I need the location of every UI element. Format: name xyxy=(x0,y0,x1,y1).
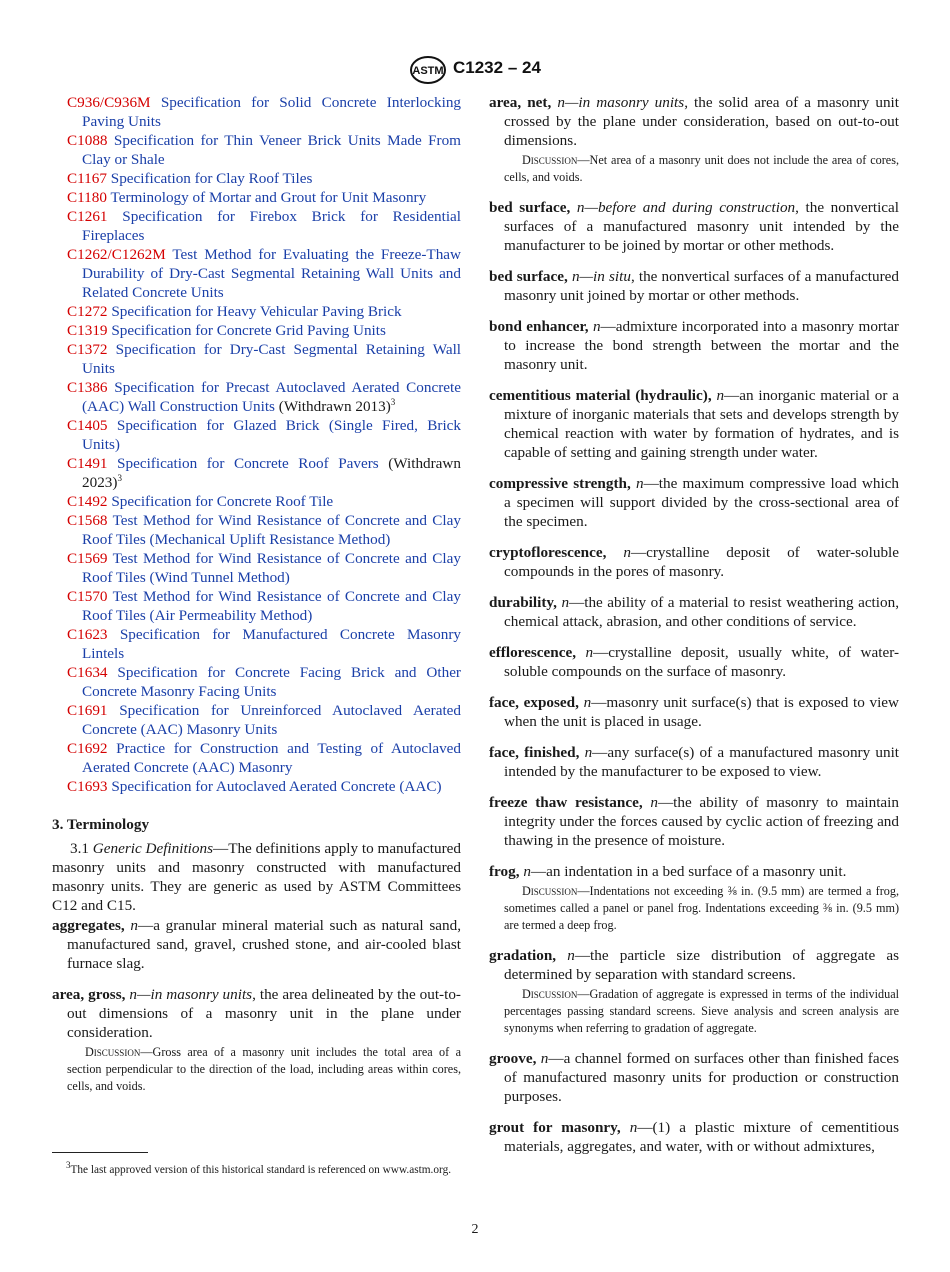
definition-text: , the solid area of a masonry unit crossed by the plane under consideration, based on out-to-out dimensions. xyxy=(504,94,899,149)
discussion-label: Discussion xyxy=(522,153,578,167)
reference-item xyxy=(52,416,461,454)
reference-title[interactable]: Specification for Clay Roof Tiles xyxy=(110,170,313,187)
definition-text: —an inorganic material or a mixture of inorganic materials that sets and develops strength by chemical reaction with water by formation of hydrates, and is capable of setting and gaining strength under water. xyxy=(504,387,900,461)
definition-entry xyxy=(489,317,899,374)
discussion-text: —Indentations not exceeding ⅜ in. (9.5 mm) are termed a frog, sometimes called a panel or panel frog. Indentations exceeding ⅜ in. (9.5 mm) are termed a deep frog. xyxy=(504,884,899,932)
reference-title[interactable]: Specification for Unreinforced Autoclaved Aerated Concrete (AAC) Masonry Units xyxy=(82,702,462,738)
reference-title[interactable]: Specification for Glazed Brick (Single Fired, Brick Units) xyxy=(82,417,462,453)
definition-entry xyxy=(489,198,899,255)
definition-entry xyxy=(489,1049,899,1106)
discussion-label: Discussion xyxy=(522,987,578,1001)
reference-code[interactable]: C1088 xyxy=(67,132,108,149)
part-of-speech: n xyxy=(129,986,137,1003)
definition-entry xyxy=(489,593,899,631)
definition-term: gradation, xyxy=(489,947,557,964)
definition-text: —masonry unit surface(s) that is exposed to view when the unit is placed in usage. xyxy=(504,694,900,730)
reference-item xyxy=(52,492,461,511)
part-of-speech: n xyxy=(585,644,594,661)
definition-entry xyxy=(489,386,899,462)
definition-term: cementitious material (hydraulic), xyxy=(489,387,712,404)
definition-term: area, gross, xyxy=(52,986,126,1003)
reference-title[interactable]: Specification for Precast Autoclaved Aerated Concrete (AAC) Wall Construction Units xyxy=(82,379,461,415)
definition-text: —admixture incorporated into a masonry mortar to increase the bond strength between the mortar and the masonry unit. xyxy=(504,318,899,373)
reference-title[interactable]: Practice for Construction and Testing of Autoclaved Aerated Concrete (AAC) Masonry xyxy=(82,740,461,776)
definition-term: cryptoflorescence, xyxy=(489,544,607,561)
reference-code[interactable]: C1405 xyxy=(67,417,108,434)
reference-code[interactable]: C1492 xyxy=(67,493,108,510)
reference-item xyxy=(52,321,461,340)
definition-term: face, finished, xyxy=(489,744,580,761)
section-heading: 3. Terminology xyxy=(52,816,150,833)
discussion-text: —Gross area of a masonry unit includes the total area of a section perpendicular to the direction of the load, including areas within cores, cells, and voids. xyxy=(67,1045,461,1093)
reference-code[interactable]: C1623 xyxy=(67,626,108,643)
discussion-label: Discussion xyxy=(522,884,578,898)
reference-item xyxy=(52,302,461,321)
reference-item xyxy=(52,340,461,378)
definition-term: groove, xyxy=(489,1050,537,1067)
part-of-speech: n xyxy=(650,794,658,811)
definition-entry xyxy=(52,985,461,1042)
definition-text: —the particle size distribution of aggregate as determined by separation with standard screens. xyxy=(504,947,900,983)
left-column xyxy=(52,93,461,1107)
part-of-speech: n xyxy=(561,594,570,611)
reference-item xyxy=(52,701,461,739)
reference-code[interactable]: C1692 xyxy=(67,740,108,757)
reference-title[interactable]: Test Method for Wind Resistance of Concrete and Clay Roof Tiles (Mechanical Uplift Resistance Method) xyxy=(82,512,461,548)
part-of-speech: n xyxy=(571,268,580,285)
definitions-left xyxy=(52,916,461,1095)
reference-item xyxy=(52,777,461,796)
footnote-text: The last approved version of this historical standard is referenced on www.astm.org. xyxy=(70,1164,452,1176)
definition-entry xyxy=(489,643,899,681)
definition-term: bed surface, xyxy=(489,268,568,285)
reference-title[interactable]: Test Method for Wind Resistance of Concrete and Clay Roof Tiles (Wind Tunnel Method) xyxy=(82,550,461,586)
reference-title[interactable]: Specification for Solid Concrete Interlocking Paving Units xyxy=(82,94,462,130)
reference-code[interactable]: C1167 xyxy=(67,170,107,187)
reference-code[interactable]: C936/C936M xyxy=(67,94,151,111)
definition-text: —any surface(s) of a manufactured masonry unit intended by the manufacturer to be exposed to view. xyxy=(504,744,900,780)
reference-item xyxy=(52,739,461,777)
definition-term: bond enhancer, xyxy=(489,318,589,335)
definitions-right xyxy=(489,93,899,1156)
part-of-speech: n xyxy=(130,917,138,934)
section-intro xyxy=(52,839,461,915)
page-header xyxy=(0,55,950,85)
definition-term: compressive strength, xyxy=(489,475,631,492)
part-of-speech: n xyxy=(540,1050,549,1067)
part-of-speech: n xyxy=(557,94,565,111)
definition-entry xyxy=(489,946,899,984)
reference-title[interactable]: Specification for Concrete Facing Brick and Other Concrete Masonry Facing Units xyxy=(82,664,461,700)
part-of-speech: n xyxy=(623,544,631,561)
part-of-speech: n xyxy=(576,199,585,216)
definition-qualifier: —in masonry units xyxy=(564,94,685,111)
reference-code[interactable]: C1261 xyxy=(67,208,108,225)
definition-entry xyxy=(52,916,461,973)
footnote-marker: 3 xyxy=(390,396,396,407)
reference-code[interactable]: C1180 xyxy=(67,189,107,206)
definition-qualifier: —before and during construction xyxy=(584,199,796,216)
part-of-speech: n xyxy=(523,863,531,880)
reference-code[interactable]: C1491 xyxy=(67,455,108,472)
reference-title[interactable]: Test Method for Evaluating the Freeze-Thaw Durability of Dry-Cast Segmental Retaining Wall Units and Related Concrete Units xyxy=(82,246,461,301)
definition-text: —crystalline deposit of water-soluble compounds in the pores of masonry. xyxy=(504,544,900,580)
reference-code[interactable]: C1693 xyxy=(67,778,108,795)
part-of-speech: n xyxy=(629,1119,638,1136)
reference-code[interactable]: C1570 xyxy=(67,588,108,605)
reference-title[interactable]: Specification for Firebox Brick for Residential Fireplaces xyxy=(82,208,461,244)
reference-title[interactable]: Terminology of Mortar and Grout for Unit Masonry xyxy=(110,189,427,206)
reference-title[interactable]: Specification for Concrete Grid Paving Units xyxy=(111,322,386,339)
definition-text: —(1) a plastic mixture of cementitious materials, aggregates, and water, with or without admixtures, xyxy=(504,1119,900,1155)
definition-term: area, net, xyxy=(489,94,552,111)
definition-term: freeze thaw resistance, xyxy=(489,794,643,811)
definition-text: —crystalline deposit, usually white, of water-soluble compounds on the surface of masonry. xyxy=(504,644,900,680)
discussion-label: Discussion xyxy=(85,1045,141,1059)
reference-title[interactable]: Specification for Heavy Vehicular Paving Brick xyxy=(111,303,402,320)
discussion-text: —Net area of a masonry unit does not include the area of cores, cells, and voids. xyxy=(504,153,899,184)
reference-item xyxy=(52,663,461,701)
discussion-note xyxy=(489,152,899,186)
reference-code[interactable]: C1262/C1262M xyxy=(67,246,166,263)
page-number: 2 xyxy=(471,1222,479,1237)
definition-term: face, exposed, xyxy=(489,694,579,711)
reference-title[interactable]: Specification for Dry-Cast Segmental Retaining Wall Units xyxy=(82,341,462,377)
reference-code[interactable]: C1691 xyxy=(67,702,108,719)
definition-term: efflorescence, xyxy=(489,644,576,661)
reference-code[interactable]: C1319 xyxy=(67,322,108,339)
definition-text: —a channel formed on surfaces other than finished faces of manufactured masonry units for production or construction purposes. xyxy=(504,1050,899,1105)
reference-code[interactable]: C1634 xyxy=(67,664,108,681)
part-of-speech: n xyxy=(584,744,593,761)
part-of-speech: n xyxy=(716,387,725,404)
reference-item xyxy=(52,378,461,416)
definition-text: —an indentation in a bed surface of a masonry unit. xyxy=(530,863,847,880)
reference-note: (Withdrawn 2023) xyxy=(82,455,461,491)
part-of-speech: n xyxy=(567,947,575,964)
definition-text: , the nonvertical surfaces of a manufactured masonry unit intended by the manufacturer to be joined by mortar or other methods. xyxy=(504,199,899,254)
reference-item xyxy=(52,169,461,188)
reference-item xyxy=(52,587,461,625)
reference-title[interactable]: Test Method for Wind Resistance of Concrete and Clay Roof Tiles (Air Permeability Method) xyxy=(82,588,461,624)
definition-entry xyxy=(489,862,899,881)
reference-code[interactable]: C1569 xyxy=(67,550,108,567)
reference-note: (Withdrawn 2013) xyxy=(278,398,391,415)
definition-qualifier: —in situ xyxy=(579,268,631,285)
definition-text: , the nonvertical surfaces of a manufactured masonry unit joined by mortar or other methods. xyxy=(504,268,900,304)
definition-term: frog, xyxy=(489,863,520,880)
definition-term: aggregates, xyxy=(52,917,125,934)
reference-item xyxy=(52,625,461,663)
definition-qualifier: —in masonry units xyxy=(137,986,253,1003)
discussion-text: —Gradation of aggregate is expressed in terms of the individual percentages passing standard screens. Sieve analysis and screen analysis are synonyms when referring to gradation of aggregate. xyxy=(504,987,899,1035)
reference-item xyxy=(52,511,461,549)
intro-text: —The definitions apply to manufactured masonry units and masonry constructed with manufactured masonry units. They are generic as used by ASTM Committees C12 and C15. xyxy=(52,840,461,914)
reference-title[interactable]: Specification for Concrete Roof Tile xyxy=(111,493,334,510)
intro-italic: Generic Definitions xyxy=(92,840,213,857)
reference-list xyxy=(52,93,461,796)
discussion-note xyxy=(489,883,899,934)
part-of-speech: n xyxy=(636,475,644,492)
reference-code[interactable]: C1386 xyxy=(67,379,108,396)
document-id: C1232 – 24 xyxy=(453,58,541,77)
reference-title[interactable]: Specification for Concrete Roof Pavers xyxy=(117,455,379,472)
definition-entry xyxy=(489,474,899,531)
definition-term: grout for masonry, xyxy=(489,1119,621,1136)
definition-entry xyxy=(489,93,899,150)
discussion-note xyxy=(52,1044,461,1095)
definition-term: bed surface, xyxy=(489,199,571,216)
definition-entry xyxy=(489,267,899,305)
reference-item xyxy=(52,93,461,131)
reference-code[interactable]: C1272 xyxy=(67,303,108,320)
reference-item xyxy=(52,245,461,302)
footnote-marker: 3 xyxy=(117,472,122,483)
reference-title[interactable]: Specification for Manufactured Concrete Masonry Lintels xyxy=(82,626,462,662)
intro-number: 3.1 xyxy=(70,840,89,857)
svg-text:ASTM: ASTM xyxy=(412,65,444,77)
definition-entry xyxy=(489,793,899,850)
astm-logo-icon xyxy=(408,55,448,85)
reference-item xyxy=(52,454,461,492)
definition-entry xyxy=(489,543,899,581)
definition-entry xyxy=(489,693,899,731)
definition-text: —the ability of a material to resist weathering action, chemical attack, abrasion, and other conditions of service. xyxy=(504,594,899,630)
definition-text: —the ability of masonry to maintain integrity under the forces caused by cyclic action of freezing and thawing in the presence of moisture. xyxy=(504,794,899,849)
footnote-number: 3 xyxy=(66,1160,71,1171)
part-of-speech: n xyxy=(583,694,592,711)
footnote-divider xyxy=(52,1152,148,1153)
reference-item xyxy=(52,549,461,587)
reference-item xyxy=(52,207,461,245)
discussion-note xyxy=(489,986,899,1037)
reference-title[interactable]: Specification for Autoclaved Aerated Concrete (AAC) xyxy=(111,778,442,795)
part-of-speech: n xyxy=(592,318,601,335)
definition-text: , the area delineated by the out-to-out dimensions of a masonry unit in the plane under consideration. xyxy=(67,986,461,1041)
definition-entry xyxy=(489,1118,899,1156)
reference-code[interactable]: C1568 xyxy=(67,512,108,529)
definition-term: durability, xyxy=(489,594,557,611)
definition-text: —the maximum compressive load which a specimen will support divided by the cross-sectional area of the specimen. xyxy=(504,475,899,530)
reference-code[interactable]: C1372 xyxy=(67,341,108,358)
definition-entry xyxy=(489,743,899,781)
definition-text: —a granular mineral material such as natural sand, manufactured sand, gravel, crushed stone, and air-cooled blast furnace slag. xyxy=(67,917,461,972)
reference-title[interactable]: Specification for Thin Veneer Brick Units Made From Clay or Shale xyxy=(82,132,461,168)
footnote xyxy=(52,1162,461,1178)
reference-item xyxy=(52,188,461,207)
right-column xyxy=(489,93,899,1168)
reference-item xyxy=(52,131,461,169)
